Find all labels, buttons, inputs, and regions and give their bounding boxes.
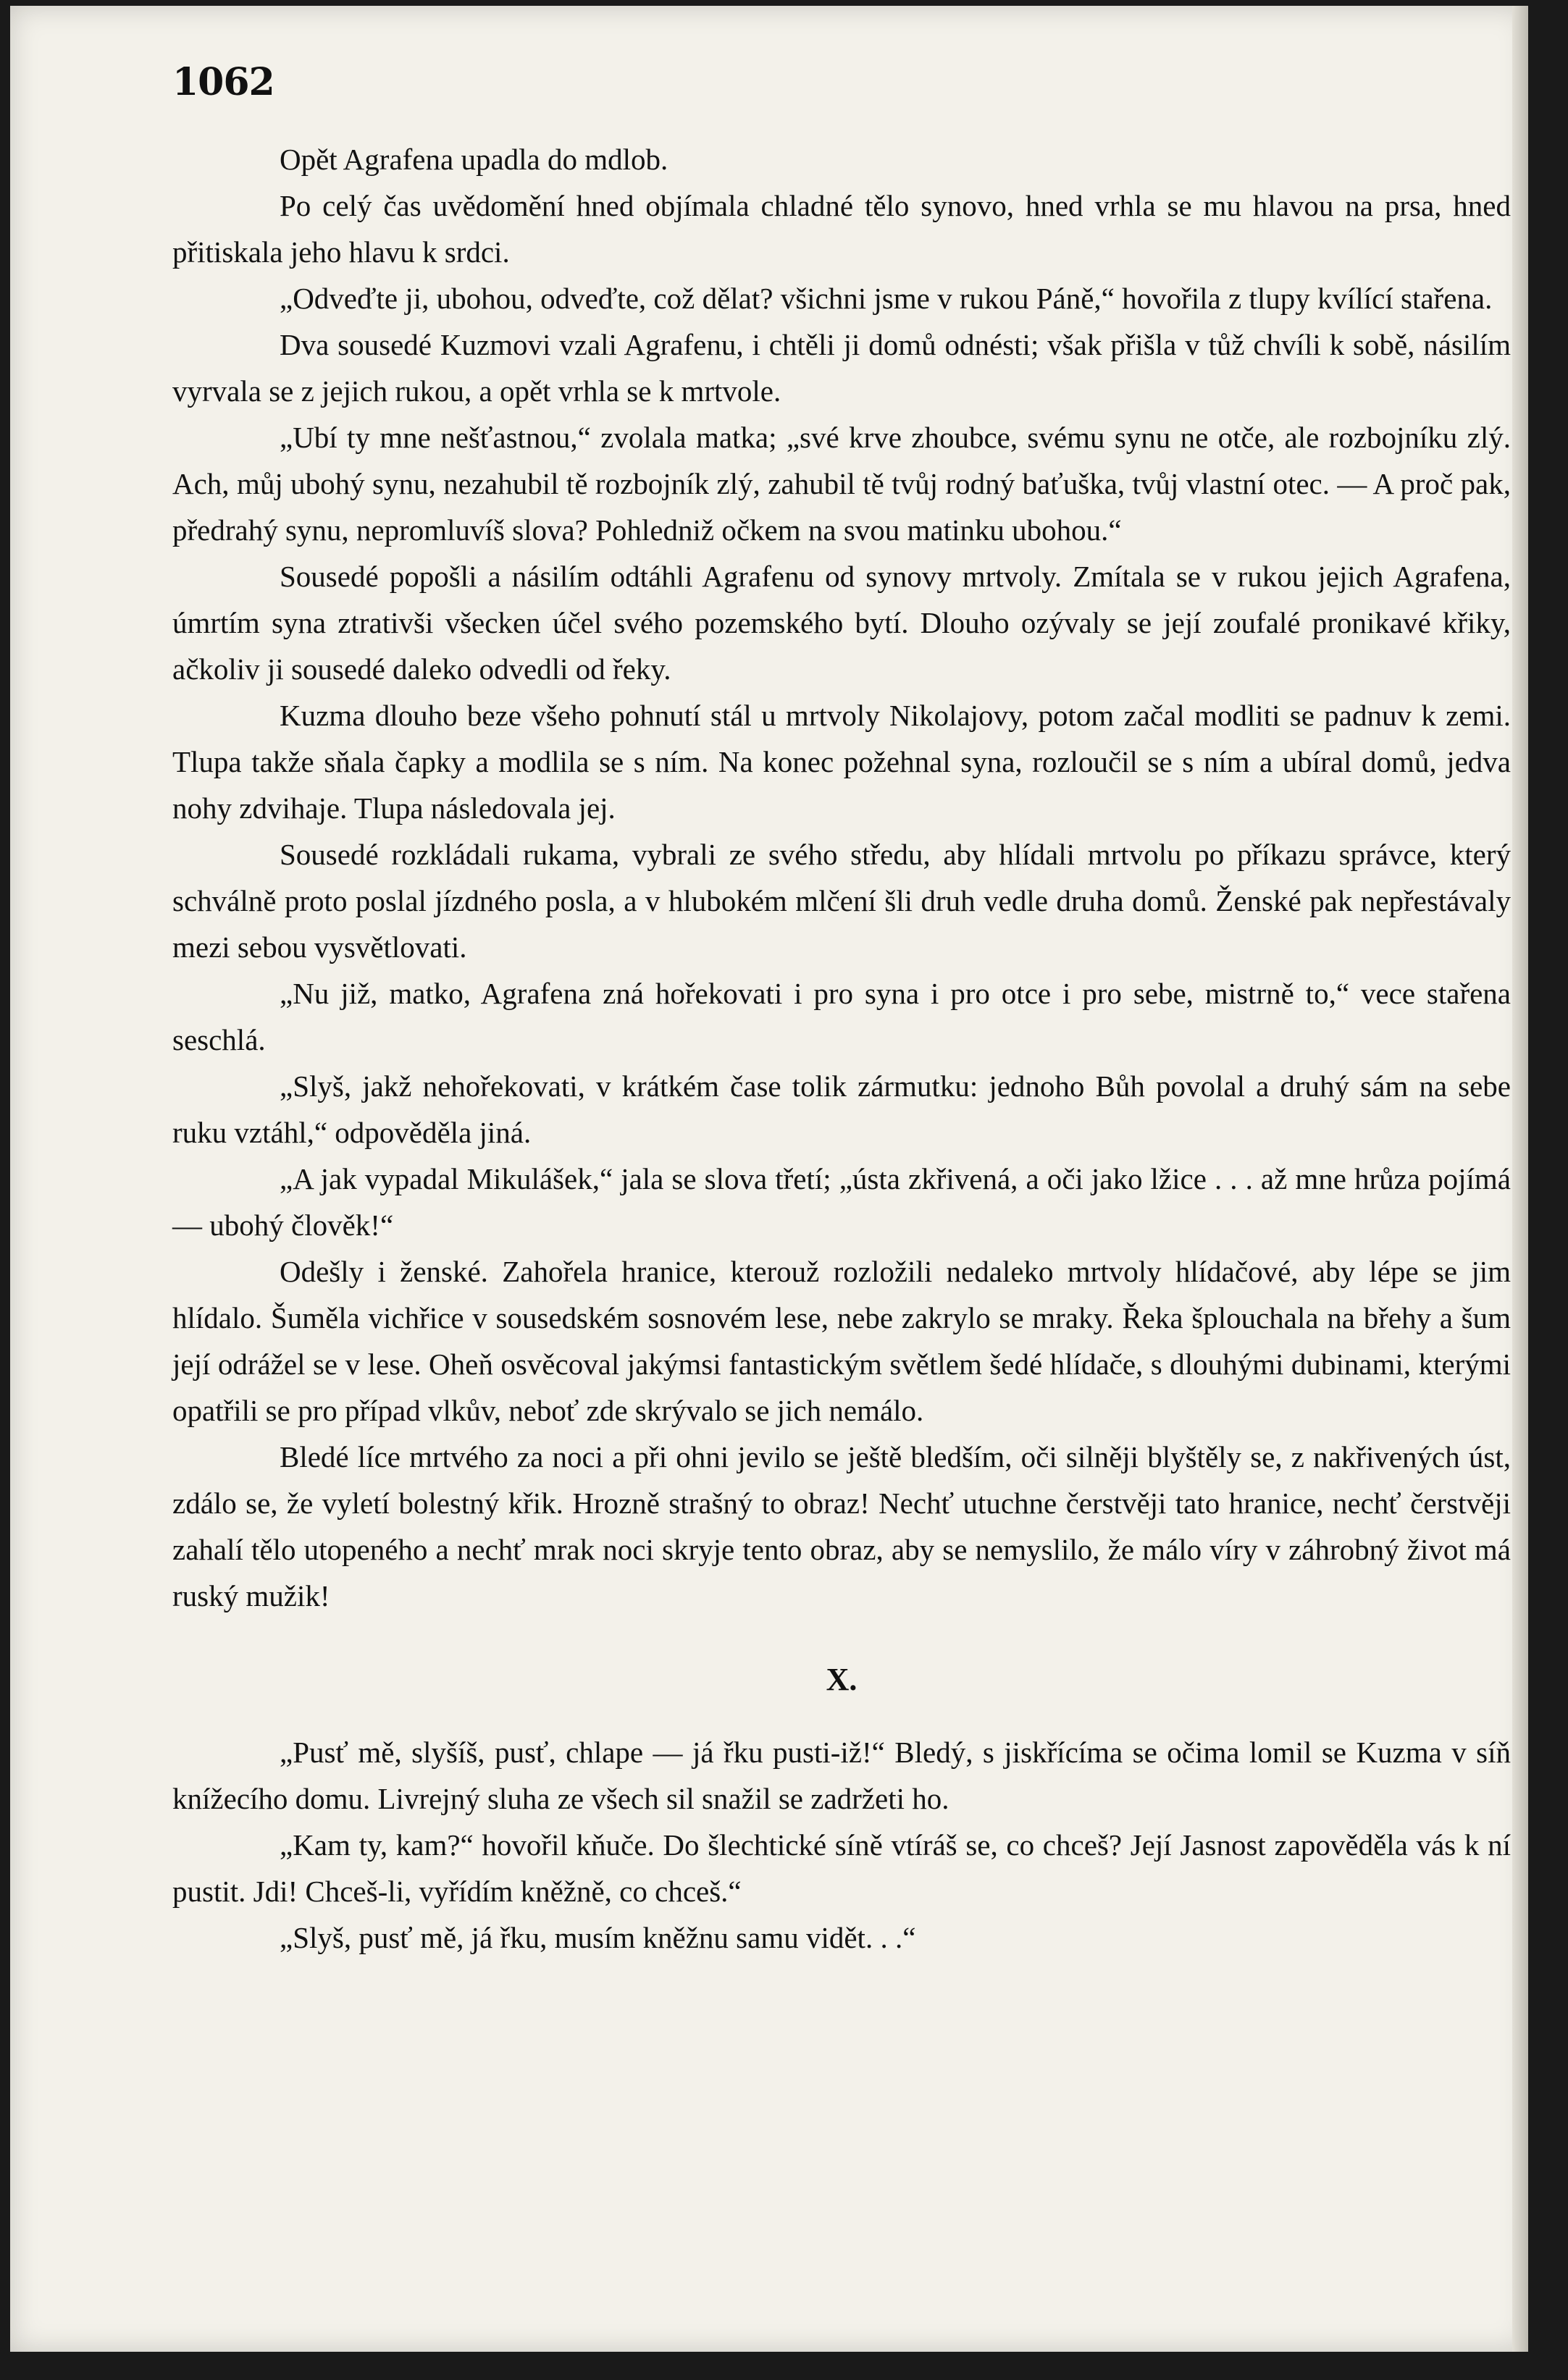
paragraph: „A jak vypadal Mikulášek,“ jala se slova třetí; „ústa zkřivená, a oči jako lžice . . . až mne hrůza pojímá — ubohý člověk!“ [172,1162,1511,1242]
paragraph: „Slyš, jakž nehořekovati, v krátkém čase tolik zármutku: jednoho Bůh povolal a druhý sám na sebe ruku vztáhl,“ odpověděla jiná. [172,1069,1511,1149]
page-number: 1062 [172,60,274,104]
paragraph: Odešly i ženské. Zahořela hranice, kterouž rozložili nedaleko mrtvoly hlídačové, aby lépe se jim hlídalo. Šuměla vichřice v sousedském sosnovém lese, nebe zakrylo se mraky. Řeka šplouchala na břehy a šum její odrážel se v lese. Oheň osvěcoval jakýmsi fantastickým světlem šedé hlídače, s dlouhými dubinami, kterými opatřili se pro případ vlkův, neboť zde skrývalo se jich nemálo. [172,1255,1511,1427]
body-text [172,136,1511,1961]
paragraph: „Kam ty, kam?“ hovořil kňuče. Do šlechtické síně vtíráš se, co chceš? Její Jasnost zapověděla vás k ní pustit. Jdi! Chceš-li, vyřídím kněžně, co chceš.“ [172,1828,1511,1908]
paragraph: „Odveďte ji, ubohou, odveďte, což dělat? všichni jsme v rukou Páně,“ hovořila z tlupy kvílící stařena. [280,282,1493,315]
chapter-heading: X. [826,1662,858,1697]
paragraph: Kuzma dlouho beze všeho pohnutí stál u mrtvoly Nikolajovy, potom začal modliti se padnuv k zemi. Tlupa takže sňala čapky a modlila se s ním. Na konec požehnal syna, rozloučil se s ním a ubíral domů, jedva nohy zdvihaje. Tlupa následovala jej. [172,699,1511,825]
paragraph: Bledé líce mrtvého za noci a při ohni jevilo se ještě bledším, oči silněji blyštěly se, z nakřivených úst, zdálo se, že vyletí bolestný křik. Hrozně strašný to obraz! Nechť utuchne čerstvěji tato hranice, nechť čerstvěji zahalí tělo utopeného a nechť mrak noci skryje tento obraz, aby se nemyslilo, že málo víry v záhrobný život má ruský mužik! [172,1440,1511,1612]
page-edge [1512,6,1528,2352]
paragraph: „Slyš, pusť mě, já řku, musím kněžnu samu vidět. . .“ [280,1921,916,1954]
paragraph: Sousedé rozkládali rukama, vybrali ze svého středu, aby hlídali mrtvolu po příkazu správce, který schválně proto poslal jízdného posla, a v hlubokém mlčení šli druh vedle druha domů. Ženské pak nepřestávaly mezi sebou vysvětlovati. [172,838,1511,964]
paragraph: Sousedé popošli a násilím odtáhli Agrafenu od synovy mrtvoly. Zmítala se v rukou jejich Agrafena, úmrtím syna ztrativši všecken účel svého pozemského bytí. Dlouho ozývaly se její zoufalé pronikavé křiky, ačkoliv ji sousedé daleko odvedli od řeky. [172,560,1511,686]
paragraph: Opět Agrafena upadla do mdlob. [280,143,668,176]
paragraph: Po celý čas uvědomění hned objímala chladné tělo synovo, hned vrhla se mu hlavou na prsa, hned přitiskala jeho hlavu k srdci. [172,189,1511,269]
paragraph: Dva sousedé Kuzmovi vzali Agrafenu, i chtěli ji domů odnésti; však přišla v tůž chvíli k sobě, násilím vyrvala se z jejich rukou, a opět vrhla se k mrtvole. [172,328,1511,408]
paragraph: „Pusť mě, slyšíš, pusť, chlape — já řku pusti-iž!“ Bledý, s jiskřícíma se očima lomil se Kuzma v síň knížecího domu. Livrejný sluha ze všech sil snažil se zadržeti ho. [172,1736,1511,1815]
book-page [10,6,1528,2352]
paragraph: „Ubí ty mne nešťastnou,“ zvolala matka; „své krve zhoubce, svému synu ne otče, ale rozbojníku zlý. Ach, můj ubohý synu, nezahubil tě rozbojník zlý, zahubil tě tvůj rodný baťuška, tvůj vlastní otec. — A proč pak, předrahý synu, nepromluvíš slova? Pohledniž očkem na svou matinku ubohou.“ [172,421,1511,547]
paragraph: „Nu již, matko, Agrafena zná hořekovati i pro syna i pro otce i pro sebe, mistrně to,“ vece stařena seschlá. [172,977,1511,1056]
